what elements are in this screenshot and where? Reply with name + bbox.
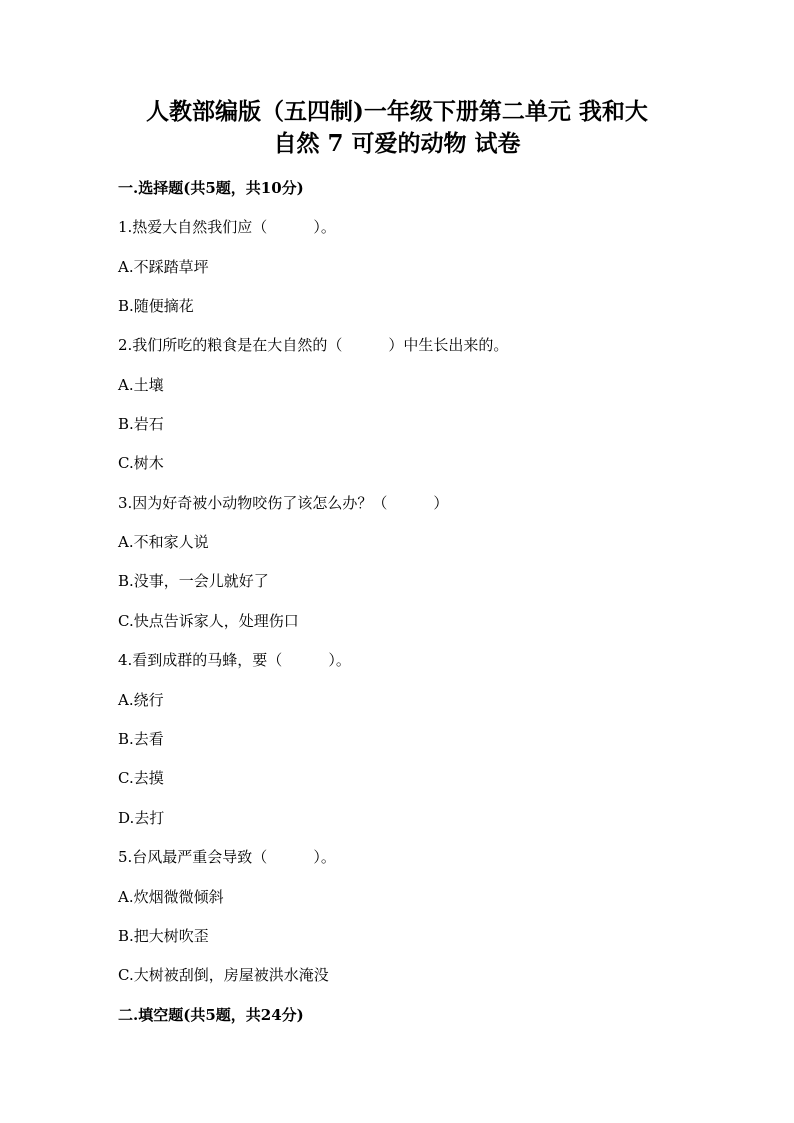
section-heading-choice: 一.选择题(共5题，共10分) xyxy=(118,179,304,197)
question-3-option-c: C.快点告诉家人，处理伤口 xyxy=(118,612,299,630)
question-2-option-c: C.树木 xyxy=(118,454,164,472)
question-4-option-b: B.去看 xyxy=(118,730,164,748)
question-2-stem-end: ）中生长出来的。 xyxy=(388,336,509,354)
question-4-option-d: D.去打 xyxy=(118,809,165,827)
question-3-option-a: A.不和家人说 xyxy=(118,533,209,551)
question-5-stem-end: ）。 xyxy=(313,848,336,866)
question-1-option-a: A.不踩踏草坪 xyxy=(118,258,209,276)
question-2-option-b: B.岩石 xyxy=(118,415,164,433)
question-4-option-c: C.去摸 xyxy=(118,769,164,787)
question-4 xyxy=(118,649,351,671)
question-2-option-a: A.土壤 xyxy=(118,376,164,394)
document-title-line-1: 人教部编版（五四制)一年级下册第二单元 我和大 xyxy=(146,98,648,125)
question-5-stem-start: 5.台风最严重会导致（ xyxy=(118,848,268,866)
question-2 xyxy=(118,334,508,356)
question-1 xyxy=(118,216,336,238)
question-1-stem-start: 1.热爱大自然我们应（ xyxy=(118,218,268,236)
question-3-stem-end: ） xyxy=(433,494,449,512)
question-1-stem-end: ）。 xyxy=(313,218,336,236)
question-4-stem-start: 4.看到成群的马蜂，要（ xyxy=(118,651,283,669)
question-4-stem-end: ）。 xyxy=(328,651,351,669)
question-2-stem-start: 2.我们所吃的粮食是在大自然的（ xyxy=(118,336,343,354)
question-5-option-c: C.大树被刮倒，房屋被洪水淹没 xyxy=(118,966,329,984)
question-4-option-a: A.绕行 xyxy=(118,691,164,709)
section-heading-fill-blank: 二.填空题(共5题，共24分) xyxy=(118,1006,304,1024)
question-1-option-b: B.随便摘花 xyxy=(118,297,194,315)
question-3-stem-start: 3.因为好奇被小动物咬伤了该怎么办？（ xyxy=(118,494,388,512)
document-title-line-2: 自然 7 可爱的动物 试卷 xyxy=(273,130,521,157)
question-3 xyxy=(118,492,448,514)
question-5 xyxy=(118,846,336,868)
question-5-option-b: B.把大树吹歪 xyxy=(118,927,209,945)
question-5-option-a: A.炊烟微微倾斜 xyxy=(118,888,224,906)
question-3-option-b: B.没事，一会儿就好了 xyxy=(118,572,269,590)
